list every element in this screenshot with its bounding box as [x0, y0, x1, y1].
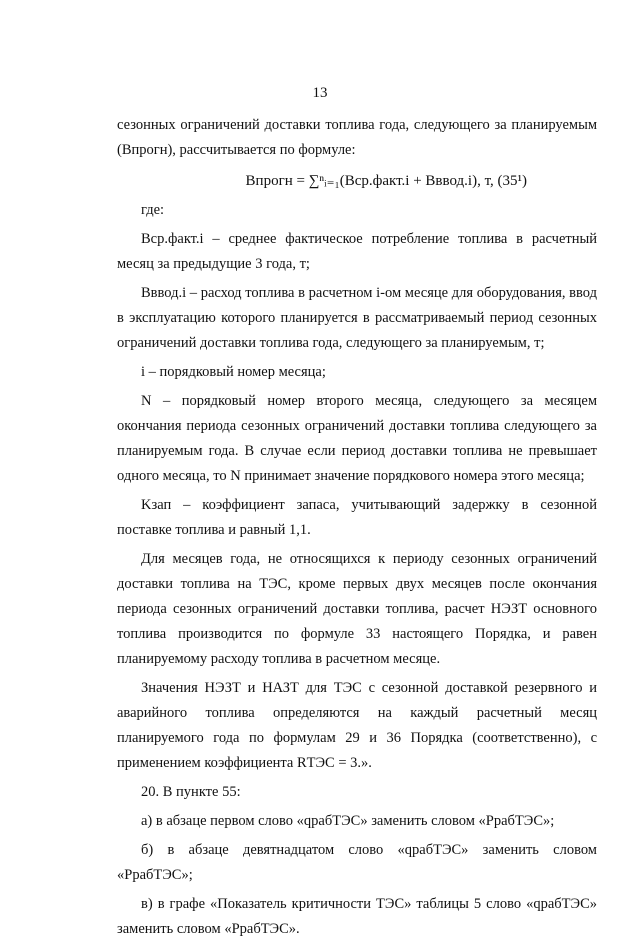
paragraph-b-input: Bввод.i – расход топлива в расчетном i-ом месяце для оборудования, ввод в эксплуатацию которого планируется в рассматриваемый период сезонных ограничений доставки топлива года, следующего за планируемым, т;: [117, 285, 597, 351]
paragraph-item-20: 20. В пункте 55:: [141, 784, 241, 800]
paragraph-k-reserve: Kзап – коэффициент запаса, учитывающий задержку в сезонной поставке топлива и равный 1,1.: [117, 497, 597, 538]
paragraph-nezt-nazt: Значения НЭЗТ и НАЗТ для ТЭС с сезонной доставкой резервного и аварийного топлива определяются на каждый расчетный месяц планируемого года по формулам 29 и 36 Порядка (соответственно), с применением коэффициента RТЭС = 3.».: [117, 680, 597, 771]
paragraph-b-avg-fact: Bср.факт.i – среднее фактическое потребление топлива в расчетный месяц за предыдущие 3 года, т;: [117, 231, 597, 272]
page-number: 13: [312, 85, 328, 101]
paragraph-item-v: в) в графе «Показатель критичности ТЭС» таблицы 5 слово «qрабТЭС» заменить словом «PрабТЭС».: [117, 896, 597, 937]
paragraph-n-definition: N – порядковый номер второго месяца, следующего за месяцем окончания периода сезонных ограничений доставки топлива следующего за планируемым года. В случае если период доставки топлива не превышает одного месяца, то N принимает значение порядкового номера этого месяца;: [117, 393, 597, 484]
paragraph-non-seasonal: Для месяцев года, не относящихся к периоду сезонных ограничений доставки топлива на ТЭС, кроме первых двух месяцев после окончания периода сезонных ограничений доставки топлива, расчет НЭЗТ основного топлива производится по формуле 33 настоящего Порядка, и равен планируемому расходу топлива в расчетном месяце.: [117, 551, 597, 667]
formula-35-1: Bпрогн = ∑ⁿᵢ₌₁(Bср.факт.i + Bввод.i), т, (35¹): [245, 173, 527, 189]
paragraph-item-b: б) в абзаце девятнадцатом слово «qрабТЭС» заменить словом «PрабТЭС»;: [117, 842, 597, 883]
paragraph-item-a: а) в абзаце первом слово «qрабТЭС» заменить словом «PрабТЭС»;: [141, 813, 555, 829]
document-body: [117, 113, 597, 942]
where-label: где:: [141, 202, 165, 218]
paragraph-i-definition: i – порядковый номер месяца;: [141, 364, 326, 380]
paragraph-intro: сезонных ограничений доставки топлива года, следующего за планируемым (Bпрогн), рассчитывается по формуле:: [117, 117, 597, 158]
